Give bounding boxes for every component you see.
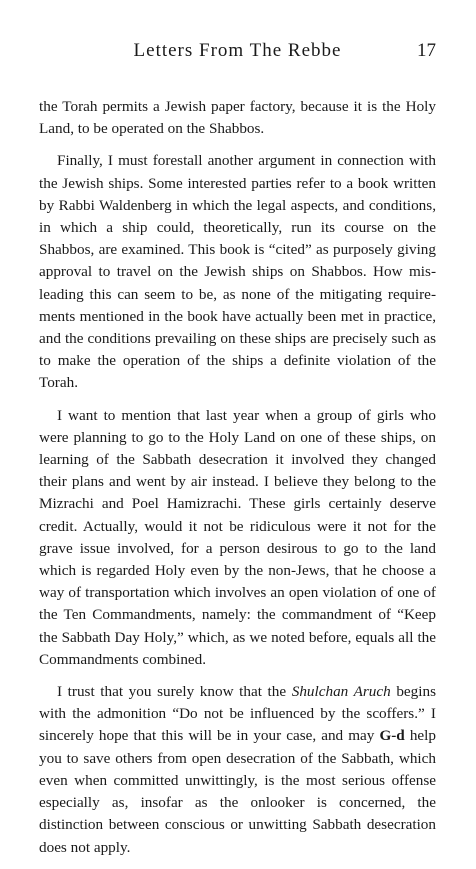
paragraph-continuation: the Torah permits a Jewish paper factory, because it is the Holy Land, to be operated on the Shabbos. xyxy=(39,98,436,138)
paragraph-group-of-girls: I want to mention that last year when a group of girls who were planning to go to the Holy Land on one of these ships, on learning of the Sabbath desecration it involved they changed their plans and went by air instead. I believe they belong to the Mizrachi and Poel Hamizrachi. These girls certainly deserve credit. Actually, would it not be ridiculous were it not for the grave issue involved, for a person desirous to go to the land which is regarded Holy even by the non-Jews, that he choose a way of transportation which involves an open violation of one of the Ten Commandments, namely: the commandment of “Keep the Sabbath Day Holy,” which, as we noted before, equals all the Commandments combined. xyxy=(39,406,436,668)
italic-book-title: Shulchan Aruch xyxy=(291,683,391,701)
text-run: help you to save others from open desecration of the Sabbath, which even when committed unwittingly, is the most serious offense especially as, insofar as the onlooker is concerned, the distinction between conscious or unwitting Sabbath desecration does not apply. xyxy=(39,727,436,856)
bold-divine-name: G-d xyxy=(379,727,405,745)
running-title: Letters From The Rebbe xyxy=(133,40,342,61)
text-run: I trust that you surely know that the xyxy=(57,683,292,701)
paragraph-jewish-ships: Finally, I must forestall another argument in connection with the Jewish ships. Some interested parties refer to a book written by Rabbi Waldenberg in which the legal aspects, and conditions, in which a ship could, theoretically, run its course on the Shabbos, are examined. This book is “cited” as purposely giving approval to travel on the Jewish ships on Shabbos. How misleading this can seem to be, as none of the mitigating requirements mentioned in the book have actually been met in practice, and the conditions prevailing on these ships are precisely such as to make the operation of the ships a definite violation of the Torah. xyxy=(39,152,436,392)
paragraph-shulchan-aruch xyxy=(39,681,436,859)
page-number: 17 xyxy=(417,40,436,61)
text-run: begins with the admonition “Do not be influenced by the scoffers.” I sincerely hope that this will be in your case, and may xyxy=(39,683,436,745)
running-header xyxy=(39,40,436,64)
body-text xyxy=(39,96,436,869)
